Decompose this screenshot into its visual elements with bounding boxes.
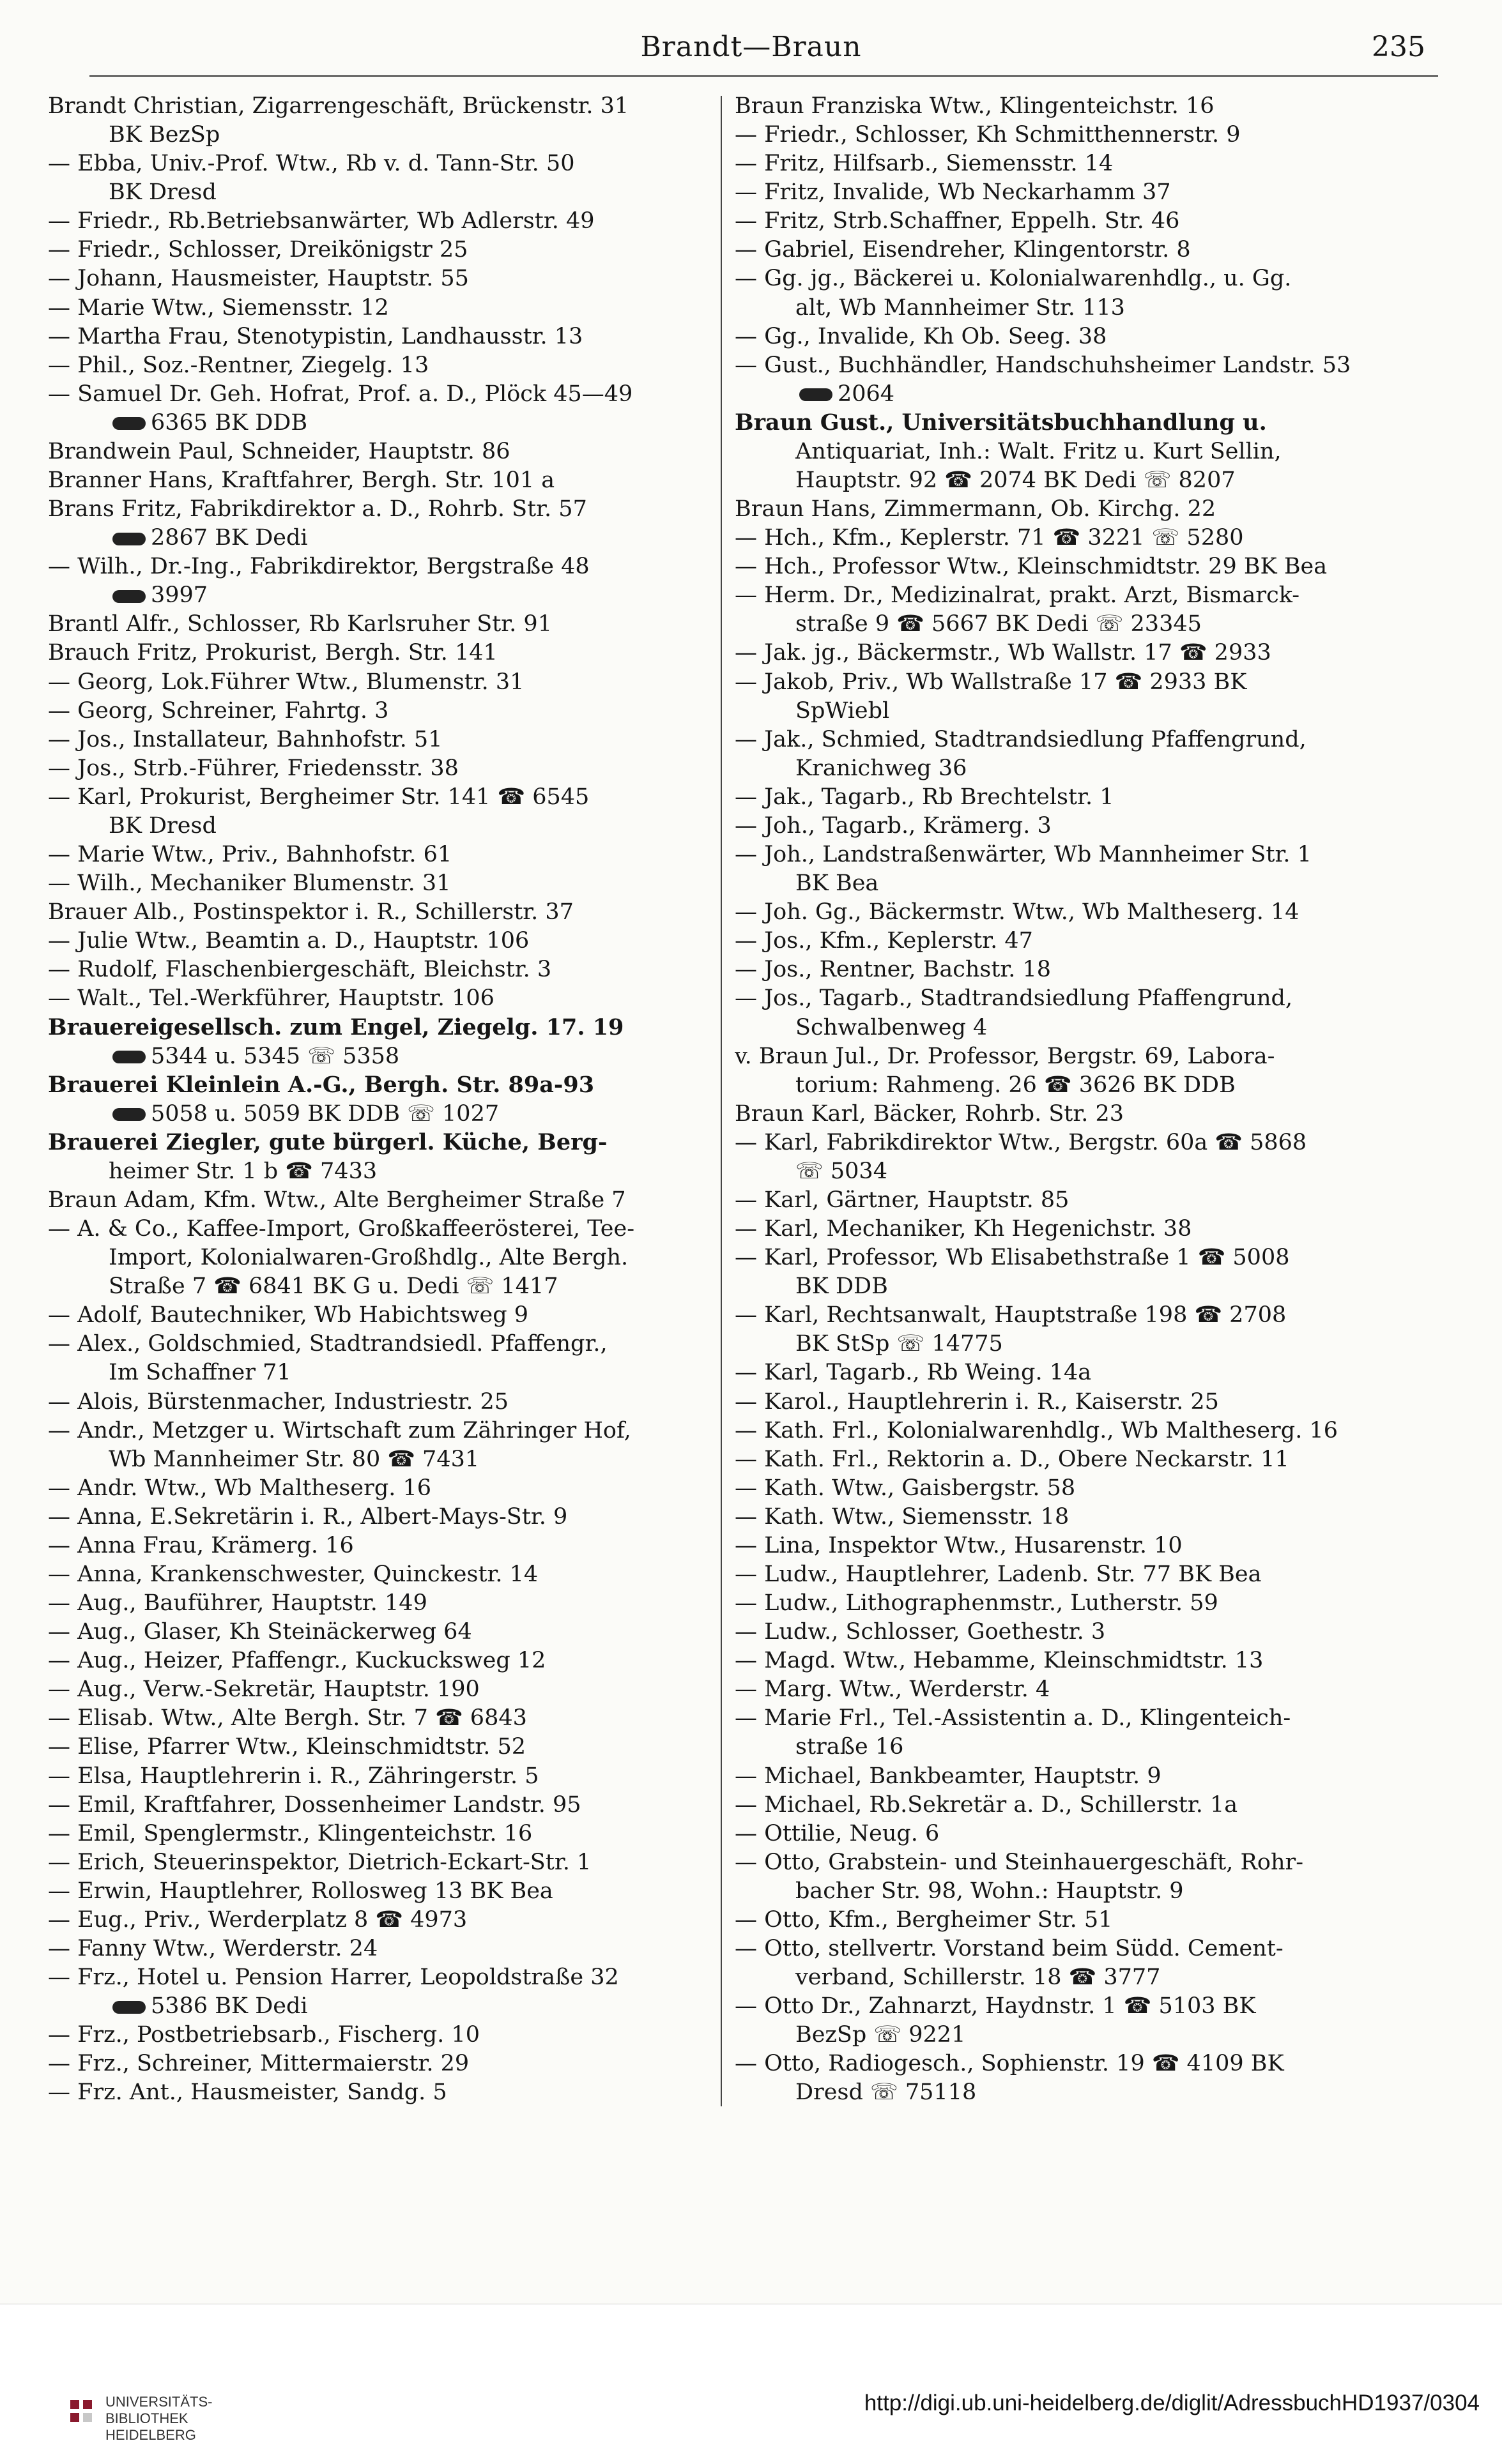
directory-entry-line [48,755,712,782]
directory-entry-line [735,236,1425,263]
entry-text: — Phil., Soz.-Rentner, Ziegelg. 13 [48,352,429,378]
entry-text: — Frz., Hotel u. Pension Harrer, Leopoldstraße 32 [48,1965,619,1991]
directory-entry-line [48,1330,712,1357]
entry-text: BK Dresd [109,179,217,206]
directory-entry-line [735,1302,1425,1328]
entry-text: Brauereigesellsch. zum Engel, Ziegelg. 17. 19 [48,1014,624,1040]
entry-text: — Gg., Invalide, Kh Ob. Seeg. 38 [735,323,1107,349]
entry-text: — Karl, Rechtsanwalt, Hauptstraße 198 ☎ 2708 [735,1302,1287,1328]
entry-text: — Jos., Strb.-Führer, Friedensstr. 38 [48,755,459,781]
entry-text: — Eug., Priv., Werderplatz 8 ☎ 4973 [48,1906,468,1933]
directory-entry-line [735,438,1425,465]
entry-text: — Anna, Krankenschwester, Quinckestr. 14 [48,1561,539,1587]
directory-entry-line [735,323,1425,350]
entry-text: — Johann, Hausmeister, Hauptstr. 55 [48,266,469,292]
entry-text: — Julie Wtw., Beamtin a. D., Hauptstr. 106 [48,928,530,954]
directory-entry-line [48,726,712,753]
entry-text: Straße 7 ☎ 6841 BK G u. Dedi ☏ 1417 [109,1274,558,1300]
directory-entry-line [48,1532,712,1559]
directory-entry-line [48,841,712,868]
directory-entry-line [735,1561,1425,1588]
directory-entry-line [735,1733,1425,1760]
directory-entry-line [48,1590,712,1616]
entry-text: — Joh. Gg., Bäckermstr. Wtw., Wb Maltheserg. 14 [735,899,1299,925]
entry-text: Brauch Fritz, Prokurist, Bergh. Str. 141 [48,640,498,666]
directory-entry-line [735,409,1425,436]
directory-entry-line [48,582,712,609]
entry-text: — Joh., Landstraßenwärter, Wb Mannheimer Str. 1 [735,842,1312,868]
entry-text: — Ludw., Lithographenmstr., Lutherstr. 59 [735,1590,1218,1616]
directory-entry-line [735,697,1425,724]
directory-entry-line [735,1849,1425,1876]
directory-entry-line [48,150,712,177]
telephone-icon [112,1051,146,1063]
entry-text: — Kath. Frl., Kolonialwarenhdlg., Wb Maltheserg. 16 [735,1417,1338,1443]
entry-text: — Wilh., Mechaniker Blumenstr. 31 [48,871,451,897]
entry-text: Braun Adam, Kfm. Wtw., Alte Bergheimer Straße 7 [48,1187,626,1213]
directory-entry-line [48,179,712,206]
entry-text: 2064 [838,381,895,407]
entry-text: — Marie Frl., Tel.-Assistentin a. D., Klingenteich- [735,1705,1291,1731]
directory-entry-line [735,524,1425,551]
directory-entry-line [48,784,712,810]
entry-text: Hauptstr. 92 ☎ 2074 BK Dedi ☏ 8207 [795,468,1236,494]
entry-text: — Kath. Frl., Rektorin a. D., Obere Neckarstr. 11 [735,1446,1289,1472]
directory-entry-line [48,1618,712,1645]
entry-text: Braun Franziska Wtw., Klingenteichstr. 16 [735,93,1215,119]
entry-text: — Otto, stellvertr. Vorstand beim Südd. Cement- [735,1936,1284,1961]
entry-text: Kranichweg 36 [795,755,967,781]
directory-entry-line [735,1878,1425,1905]
directory-entry-line [48,1273,712,1300]
directory-entry-line [48,1215,712,1242]
entry-text: — Kath. Wtw., Siemensstr. 18 [735,1503,1069,1530]
directory-entry-line [48,265,712,292]
directory-entry-line [48,2021,712,2048]
telephone-icon [112,2001,146,2014]
entry-text: — Ottilie, Neug. 6 [735,1820,940,1846]
directory-entry-line [48,553,712,580]
directory-entry-line [735,1215,1425,1242]
entry-text: — Hch., Kfm., Keplerstr. 71 ☎ 3221 ☏ 5280 [735,525,1244,551]
directory-entry-line [48,1388,712,1415]
telephone-icon [112,533,146,545]
library-name: UNIVERSITÄTS- BIBLIOTHEK HEIDELBERG [105,2394,213,2443]
directory-entry-line [735,1158,1425,1185]
entry-text: — Elsa, Hauptlehrerin i. R., Zähringerstr. 5 [48,1763,539,1789]
directory-entry-line [48,1187,712,1213]
entry-text: BK DDB [795,1274,888,1300]
entry-text: — Ludw., Schlosser, Goethestr. 3 [735,1619,1106,1645]
entry-text: — Rudolf, Flaschenbiergeschäft, Bleichstr. 3 [48,957,552,983]
directory-entry-line [48,438,712,465]
entry-text: 6365 BK DDB [151,409,308,436]
entry-text: Braun Gust., Universitätsbuchhandlung u. [735,409,1267,436]
entry-text: BK Bea [795,871,879,897]
directory-entry-line [48,323,712,350]
entry-text: torium: Rahmeng. 26 ☎ 3626 BK DDB [795,1072,1236,1098]
directory-entry-line [48,208,712,234]
directory-entry-line [735,1964,1425,1991]
directory-entry-line [48,1993,712,2019]
entry-text: — Jakob, Priv., Wb Wallstraße 17 ☎ 2933 BK [735,669,1247,695]
entry-text: — Martha Frau, Stenotypistin, Landhausstr. 13 [48,323,583,349]
directory-entry-line [735,1820,1425,1847]
directory-entry-line [735,1072,1425,1099]
entry-text: heimer Str. 1 b ☎ 7433 [109,1158,378,1184]
directory-entry-line [735,956,1425,983]
entry-text: — Kath. Wtw., Gaisbergstr. 58 [735,1475,1076,1501]
directory-entry-line [48,1705,712,1731]
entry-text: — Aug., Glaser, Kh Steinäckerweg 64 [48,1619,472,1645]
directory-entry-line [48,121,712,148]
directory-entry-line [735,1330,1425,1357]
directory-entry-line [735,1705,1425,1731]
directory-entry-line [735,1503,1425,1530]
entry-text: — Walt., Tel.-Werkführer, Hauptstr. 106 [48,985,494,1012]
directory-entry-line [735,1273,1425,1300]
directory-entry-line [735,1388,1425,1415]
directory-entry-line [48,870,712,897]
entry-text: — Adolf, Bautechniker, Wb Habichtsweg 9 [48,1302,529,1328]
entry-text: Import, Kolonialwaren-Großhdlg., Alte Bergh. [109,1245,629,1271]
directory-entry-line [735,150,1425,177]
directory-entry-line [48,1014,712,1041]
entry-text: — Marg. Wtw., Werderstr. 4 [735,1677,1050,1703]
entry-text: v. Braun Jul., Dr. Professor, Bergstr. 69, Labora- [735,1043,1275,1069]
directory-entry-line [735,870,1425,897]
entry-text: verband, Schillerstr. 18 ☎ 3777 [795,1965,1161,1991]
directory-entry-line [735,381,1425,407]
directory-entry-line [48,352,712,379]
entry-text: Brantl Alfr., Schlosser, Rb Karlsruher Str. 91 [48,611,552,637]
directory-entry-line [48,1964,712,1991]
entry-text: — Joh., Tagarb., Krämerg. 3 [735,812,1052,839]
entry-text: — Frz. Ant., Hausmeister, Sandg. 5 [48,2080,447,2106]
directory-entry-line [48,1072,712,1099]
entry-text: — Jos., Tagarb., Stadtrandsiedlung Pfaffengrund, [735,985,1293,1012]
directory-entry-line [48,1244,712,1271]
entry-text: — Jak., Tagarb., Rb Brechtelstr. 1 [735,784,1114,810]
directory-entry-line [48,1676,712,1703]
entry-text: — Friedr., Schlosser, Dreikönigstr 25 [48,237,468,263]
directory-entry-line [735,1244,1425,1271]
directory-entry-line [735,1043,1425,1070]
entry-text: — Gg. jg., Bäckerei u. Kolonialwarenhdlg., u. Gg. [735,266,1292,292]
directory-entry-line [48,1733,712,1760]
directory-entry-line [48,2050,712,2077]
directory-entry-line [735,899,1425,925]
directory-entry-line [735,2050,1425,2077]
entry-text: 3997 [151,582,208,609]
entry-text: — Otto, Grabstein- und Steinhauergeschäft, Rohr- [735,1849,1304,1875]
entry-text: — Jak., Schmied, Stadtrandsiedlung Pfaffengrund, [735,726,1307,752]
entry-text: — Erwin, Hauptlehrer, Rollosweg 13 BK Bea [48,1878,553,1904]
entry-text: — Karol., Hauptlehrerin i. R., Kaiserstr. 25 [735,1388,1219,1415]
entry-text: — Wilh., Dr.-Ing., Fabrikdirektor, Bergstraße 48 [48,554,590,580]
directory-entry-line [48,1820,712,1847]
entry-text: BezSp ☏ 9221 [795,2022,966,2048]
entry-text: — Andr. Wtw., Wb Maltheserg. 16 [48,1475,432,1501]
directory-entry-line [735,2021,1425,2048]
directory-entry-line [48,1417,712,1444]
entry-text: — Friedr., Rb.Betriebsanwärter, Wb Adlerstr. 49 [48,208,595,234]
entry-text: — Ludw., Hauptlehrer, Ladenb. Str. 77 BK Bea [735,1561,1262,1587]
entry-text: — A. & Co., Kaffee-Import, Großkaffeerösterei, Tee- [48,1216,635,1242]
directory-entry-line [735,467,1425,494]
entry-text: — Lina, Inspektor Wtw., Husarenstr. 10 [735,1532,1183,1558]
entry-text: Brauerei Ziegler, gute bürgerl. Küche, Berg- [48,1129,608,1155]
directory-entry-line [735,352,1425,379]
entry-text: BK BezSp [109,122,220,148]
entry-text: Schwalbenweg 4 [795,1014,988,1040]
directory-entry-line [48,985,712,1012]
entry-text: 2867 BK Dedi [151,525,308,551]
directory-entry-line [735,1763,1425,1790]
directory-entry-line [48,409,712,436]
directory-entry-line [735,1187,1425,1213]
header-rule [89,75,1438,77]
directory-entry-line [48,381,712,407]
entry-text: — Marie Wtw., Siemensstr. 12 [48,294,389,321]
entry-text: straße 9 ☎ 5667 BK Dedi ☏ 23345 [795,611,1202,637]
entry-text: Wb Mannheimer Str. 80 ☎ 7431 [109,1446,480,1472]
entry-text: — Otto, Radiogesch., Sophienstr. 19 ☎ 4109 BK [735,2051,1284,2077]
directory-entry-line [48,1763,712,1790]
directory-entry-line [735,669,1425,696]
entry-text: alt, Wb Mannheimer Str. 113 [795,294,1125,321]
directory-entry-line [735,1129,1425,1156]
entry-text: — Jos., Installateur, Bahnhofstr. 51 [48,726,443,752]
entry-text: Dresd ☏ 75118 [795,2080,977,2106]
entry-text: Brandwein Paul, Schneider, Hauptstr. 86 [48,438,510,464]
entry-text: — Fritz, Invalide, Wb Neckarhamm 37 [735,179,1171,206]
directory-entry-line [48,236,712,263]
directory-entry-line [48,697,712,724]
entry-text: — Herm. Dr., Medizinalrat, prakt. Arzt, Bismarck- [735,582,1300,609]
directory-entry-line [735,496,1425,522]
entry-text: — Friedr., Schlosser, Kh Schmitthennerstr. 9 [735,122,1241,148]
entry-text: — Karl, Mechaniker, Kh Hegenichstr. 38 [735,1216,1192,1242]
entry-text: — Samuel Dr. Geh. Hofrat, Prof. a. D., Plöck 45—49 [48,381,633,407]
directory-entry-line [735,812,1425,839]
entry-text: — Karl, Gärtner, Hauptstr. 85 [735,1187,1069,1213]
directory-entry-line [48,611,712,637]
directory-entry-line [735,265,1425,292]
directory-entry-line [48,496,712,522]
entry-text: ☏ 5034 [795,1158,887,1184]
entry-text: BK StSp ☏ 14775 [795,1331,1003,1357]
entry-text: BK Dresd [109,812,217,839]
directory-entry-line [48,1561,712,1588]
directory-entry-line [735,1417,1425,1444]
entry-text: — Gust., Buchhändler, Handschuhsheimer Landstr. 53 [735,352,1351,378]
entry-text: 5386 BK Dedi [151,1993,308,2019]
entry-text: Brauerei Kleinlein A.-G., Bergh. Str. 89a-93 [48,1071,595,1098]
entry-text: — Erich, Steuerinspektor, Dietrich-Eckart-Str. 1 [48,1849,592,1875]
directory-entry-line [735,726,1425,753]
entry-text: — Alois, Bürstenmacher, Industriestr. 25 [48,1388,509,1415]
entry-text: — Karl, Prokurist, Bergheimer Str. 141 ☎ 6545 [48,784,590,810]
entry-text: — Magd. Wtw., Hebamme, Kleinschmidtstr. 13 [735,1648,1264,1674]
directory-entry-line [48,1878,712,1905]
telephone-icon [799,388,832,401]
entry-text: — Georg, Schreiner, Fahrtg. 3 [48,697,389,724]
entry-text: — Aug., Bauführer, Hauptstr. 149 [48,1590,427,1616]
entry-text: — Karl, Tagarb., Rb Weing. 14a [735,1360,1092,1386]
directory-entry-line [48,2079,712,2106]
left-column [48,93,712,2106]
directory-entry-line [735,208,1425,234]
entry-text: — Michael, Rb.Sekretär a. D., Schillerstr. 1a [735,1791,1238,1818]
directory-entry-line [48,1503,712,1530]
entry-text: — Karl, Professor, Wb Elisabethstraße 1 ☎ 5008 [735,1245,1290,1271]
directory-entry-line [735,784,1425,810]
directory-entry-line [735,179,1425,206]
entry-text: — Anna, E.Sekretärin i. R., Albert-Mays-Str. 9 [48,1503,568,1530]
directory-entry-line [735,1676,1425,1703]
directory-entry-line [735,1618,1425,1645]
entry-text: Braun Hans, Zimmermann, Ob. Kirchg. 22 [735,496,1216,522]
directory-entry-line [735,1014,1425,1041]
library-logo-icon [70,2400,96,2426]
entry-text: SpWiebl [795,697,890,724]
entry-text: — Marie Wtw., Priv., Bahnhofstr. 61 [48,842,452,868]
directory-entry-line [48,1100,712,1127]
directory-entry-line [48,524,712,551]
directory-entry-line [48,956,712,983]
directory-entry-line [48,669,712,696]
entry-text: 5058 u. 5059 BK DDB ☏ 1027 [151,1100,500,1127]
entry-text: — Andr., Metzger u. Wirtschaft zum Zähringer Hof, [48,1417,631,1443]
directory-entry-line [48,1446,712,1473]
entry-text: — Anna Frau, Krämerg. 16 [48,1532,354,1558]
directory-entry-line [735,1590,1425,1616]
telephone-icon [112,1108,146,1121]
directory-entry-line [48,1158,712,1185]
entry-text: straße 16 [795,1734,904,1760]
entry-text: — Alex., Goldschmied, Stadtrandsiedl. Pfaffengr., [48,1331,608,1357]
directory-entry-line [48,294,712,321]
directory-entry-line [735,553,1425,580]
entry-text: Im Schaffner 71 [109,1360,291,1386]
directory-entry-line [48,1791,712,1818]
directory-entry-line [48,93,712,119]
entry-text: — Aug., Heizer, Pfaffengr., Kuckucksweg 12 [48,1648,546,1674]
right-column [735,93,1425,2106]
entry-text: — Frz., Postbetriebsarb., Fischerg. 10 [48,2022,480,2048]
entry-text: — Karl, Fabrikdirektor Wtw., Bergstr. 60a ☎ 5868 [735,1129,1307,1155]
entry-text: Brandt Christian, Zigarrengeschäft, Brückenstr. 31 [48,93,629,119]
entry-text: — Jos., Rentner, Bachstr. 18 [735,957,1052,983]
directory-entry-line [735,1791,1425,1818]
directory-entry-line [735,1532,1425,1559]
directory-entry-line [735,1647,1425,1674]
directory-entry-line [48,1359,712,1386]
entry-text: — Gabriel, Eisendreher, Klingentorstr. 8 [735,237,1191,263]
directory-entry-line [735,985,1425,1012]
entry-text: — Aug., Verw.-Sekretär, Hauptstr. 190 [48,1677,480,1703]
entry-text: — Fritz, Hilfsarb., Siemensstr. 14 [735,151,1114,177]
page-header [48,31,1454,75]
entry-text: Brauer Alb., Postinspektor i. R., Schillerstr. 37 [48,899,574,925]
source-url-link[interactable]: http://digi.ub.uni-heidelberg.de/diglit/AdressbuchHD1937/0304 [864,2391,1480,2415]
entry-text: Brans Fritz, Fabrikdirektor a. D., Rohrb. Str. 57 [48,496,587,522]
directory-entry-line [735,121,1425,148]
entry-text: — Hch., Professor Wtw., Kleinschmidtstr. 29 BK Bea [735,554,1328,580]
directory-entry-line [48,1043,712,1070]
entry-text: — Michael, Bankbeamter, Hauptstr. 9 [735,1763,1161,1789]
footer [0,2304,1502,2464]
directory-entry-line [48,1647,712,1674]
entry-text: — Emil, Kraftfahrer, Dossenheimer Landstr. 95 [48,1791,581,1818]
entry-text: bacher Str. 98, Wohn.: Hauptstr. 9 [795,1878,1184,1904]
entry-text: — Otto, Kfm., Bergheimer Str. 51 [735,1906,1113,1933]
directory-entry-line [735,841,1425,868]
entry-text: Antiquariat, Inh.: Walt. Fritz u. Kurt Sellin, [795,438,1282,464]
entry-text: — Elisab. Wtw., Alte Bergh. Str. 7 ☎ 6843 [48,1705,527,1731]
directory-entry-line [735,582,1425,609]
entry-text: Braun Karl, Bäcker, Rohrb. Str. 23 [735,1100,1124,1127]
page-number: 235 [1372,31,1425,63]
directory-entry-line [48,1906,712,1933]
directory-entry-line [735,1935,1425,1962]
directory-entry-line [735,1100,1425,1127]
directory-entry-line [735,755,1425,782]
directory-entry-line [735,1906,1425,1933]
directory-entry-line [735,93,1425,119]
directory-entry-line [735,927,1425,954]
entry-text: — Georg, Lok.Führer Wtw., Blumenstr. 31 [48,669,525,695]
directory-entry-line [735,294,1425,321]
directory-entry-line [735,611,1425,637]
directory-entry-line [48,1475,712,1502]
entry-text: Branner Hans, Kraftfahrer, Bergh. Str. 101 a [48,468,555,494]
entry-text: — Jos., Kfm., Keplerstr. 47 [735,928,1033,954]
directory-entry-line [735,639,1425,666]
directory-entry-line [48,639,712,666]
directory-entry-line [48,467,712,494]
directory-entry-line [48,1849,712,1876]
directory-entry-line [48,927,712,954]
directory-entry-line [48,1129,712,1156]
entry-text: 5344 u. 5345 ☏ 5358 [151,1043,400,1069]
directory-entry-line [48,812,712,839]
directory-entry-line [48,1935,712,1962]
entry-text: — Emil, Spenglermstr., Klingenteichstr. 16 [48,1820,533,1846]
directory-entry-line [735,1446,1425,1473]
telephone-icon [112,590,146,603]
directory-entry-line [735,1993,1425,2019]
column-divider [721,96,722,2106]
directory-entry-line [735,2079,1425,2106]
entry-text: — Fanny Wtw., Werderstr. 24 [48,1936,378,1961]
entry-text: — Elise, Pfarrer Wtw., Kleinschmidtstr. 52 [48,1734,526,1760]
entry-text: — Frz., Schreiner, Mittermaierstr. 29 [48,2051,470,2077]
entry-text: — Ebba, Univ.-Prof. Wtw., Rb v. d. Tann-Str. 50 [48,151,575,177]
directory-entry-line [48,1302,712,1328]
entry-text: — Otto Dr., Zahnarzt, Haydnstr. 1 ☎ 5103 BK [735,1993,1256,2019]
directory-entry-line [48,899,712,925]
directory-entry-line [735,1359,1425,1386]
entry-text: — Jak. jg., Bäckermstr., Wb Wallstr. 17 ☎ 2933 [735,640,1271,666]
entry-text: — Fritz, Strb.Schaffner, Eppelh. Str. 46 [735,208,1180,234]
directory-entry-line [735,1475,1425,1502]
telephone-icon [112,417,146,430]
running-title: Brandt—Braun [640,31,862,63]
